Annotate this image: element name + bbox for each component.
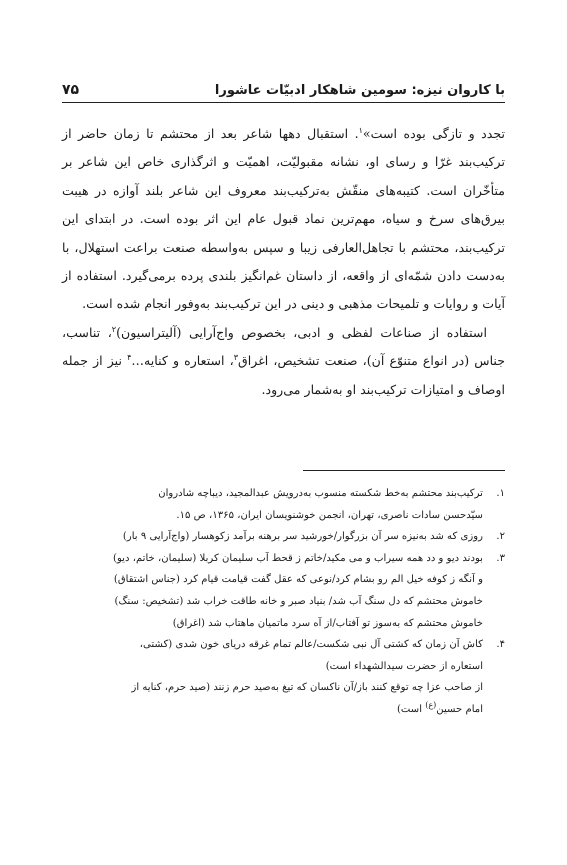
- paragraph-2-text-a: استفاده از صناعات لفظی و ادبی، بخصوص واج‌آرایی (آلیتراسیون): [116, 324, 487, 340]
- footnote-ref-4: ۴: [127, 353, 132, 363]
- paragraph-1-text-a: تجدد و تازگی بوده است»: [362, 126, 505, 141]
- footnote-line: از صاحب عزا چه توقع کنند باز/آن ناکسان که تیغ به‌صید حرم زنند (صید حرم، کنایه از: [131, 682, 483, 694]
- footnote-line: استعاره از حضرت سیدالشهداء است): [325, 660, 483, 672]
- footnote-ref-2: ۲: [111, 324, 117, 334]
- page-number: ۷۵: [62, 82, 80, 98]
- footnote-3: [62, 548, 505, 634]
- footnote-number: ۱.: [496, 488, 505, 499]
- footnote-ref-1: ۱: [358, 125, 363, 135]
- footnote-number: ۴.: [496, 639, 505, 651]
- footnote-line: سیّدحسن سادات ناصری، تهران، انجمن خوشنویسان ایران، ۱۳۶۵، ص ۱۵.: [176, 509, 483, 521]
- paragraph-2-text-b: ، تناسب، جناس (در انواع متنوّع آن)، صنعت تشخیص، اغراق: [62, 324, 505, 369]
- footnotes: [62, 483, 505, 721]
- footnote-line: خاموش محتشم که به‌سوز تو آفتاب/از آه سرد ماتمیان ماهتاب شد (اغراق): [172, 617, 483, 629]
- footnote-line: روزی که شد به‌نیزه سر آن بزرگوار/خورشید سر برهنه برآمد زکوهسار (واج‌آرایی ۹ بار): [122, 531, 483, 543]
- body-text: [62, 120, 505, 404]
- footnote-line-text: امام حسین: [436, 703, 483, 715]
- paragraph-1-text-b: . استقبال دهها شاعر بعد از محتشم تا زمان حاضر از ترکیب‌بند غرّا و رسای او، نشانه مقبولیّت، اهمیّت و اثرگذاری خاص این شاعر بر متأخّران است. کتیبه‌های منقّش به‌ترکیب‌بند معروف این شاعر بلند آوازه در هیبت بیرق‌های سرخ و سیاه، مهم‌ترین نماد قبول عام این اثر بوده است. در ابتدای این ترکیب‌بند، محتشم با تجاهل‌العارفی زیبا و سپس به‌واسطه صنعت براعت استهلال، با به‌دست دادن شمّه‌ای از واقعه، از داستان غم‌انگیز بلندی پرده برمی‌گیرد. استفاده از آیات و روایات و تلمیحات مذهبی و دینی در این ترکیب‌بند به‌وفور انجام شده است.: [62, 126, 505, 312]
- footnote-line: کاش آن زمان که کشتی آل نبی شکست/عالم تمام غرقه دریای خون شدی (کشتی،: [139, 639, 483, 651]
- paragraph-2: [62, 319, 505, 404]
- footnote-4: [62, 634, 505, 720]
- footnote-line: ترکیب‌بند محتشم به‌خط شکسته منسوب به‌درویش عبدالمجید، دیباچه شادروان: [158, 488, 483, 499]
- footnote-number: ۳.: [496, 552, 505, 564]
- paragraph-1: [62, 120, 505, 319]
- footnote-1: [62, 483, 505, 526]
- footnote-line: بودند دیو و دد همه سیراب و می مکید/خاتم ز قحط آب سلیمان کربلا (سلیمان، خاتم، دیو): [113, 552, 483, 564]
- footnote-number: ۲.: [496, 531, 505, 543]
- footnote-line: [62, 699, 483, 721]
- footnote-line: خاموش محتشم که دل سنگ آب شد/ بنیاد صبر و خانه طاقت خراب شد (تشخیص: سنگ): [114, 595, 483, 607]
- honorific-superscript: (ع): [425, 700, 437, 710]
- footnote-2: [62, 526, 505, 548]
- paragraph-2-text-c: ، استعاره و کنایه…: [131, 353, 234, 369]
- footnote-ref-3: ۳: [233, 353, 238, 363]
- paragraph-2-text-d: نیز از جمله اوصاف و امتیازات ترکیب‌بند او به‌شمار می‌رود.: [62, 353, 505, 397]
- footnote-divider: [303, 470, 505, 471]
- page-header: [62, 72, 505, 103]
- footnote-line-text: است): [396, 703, 426, 715]
- running-title: با کاروان نیزه: سومین شاهکار ادبیّات عاشورا: [214, 83, 505, 98]
- footnote-line: و آنگه ز کوفه خیل الم رو بشام کرد/نوعی که عقل گفت قیامت قیام کرد (جناس اشتقاق): [113, 574, 483, 586]
